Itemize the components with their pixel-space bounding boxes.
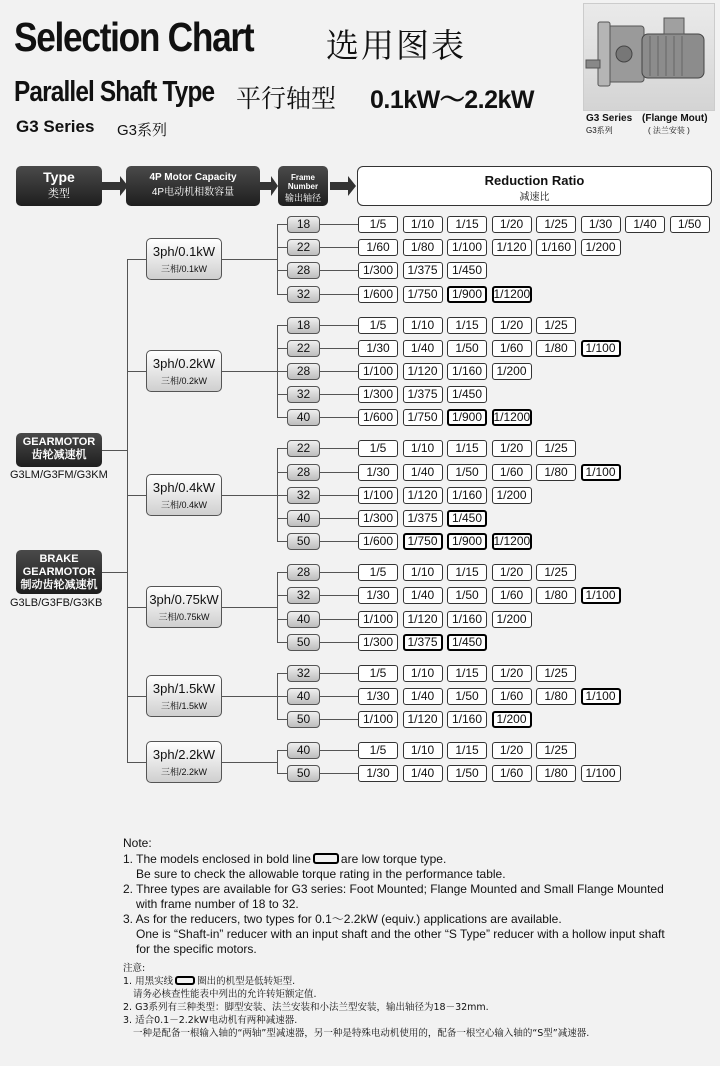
motor-capacity-cn: 三相/0.75kW bbox=[158, 612, 210, 622]
motor-capacity-en: 3ph/2.2kW bbox=[152, 746, 216, 762]
ratio-value: 1/25 bbox=[536, 564, 576, 581]
ratio-value: 1/50 bbox=[447, 688, 487, 705]
type-brake-line1: BRAKE bbox=[39, 553, 79, 565]
column-header-type-en: Type bbox=[43, 169, 75, 185]
ratio-value: 1/60 bbox=[492, 587, 532, 604]
connector-line bbox=[277, 448, 278, 541]
connector-line bbox=[320, 325, 358, 326]
connector-line bbox=[277, 750, 287, 751]
trunk-line bbox=[127, 259, 128, 762]
ratio-value: 1/30 bbox=[358, 464, 398, 481]
ratio-value: 1/25 bbox=[536, 665, 576, 682]
connector-line bbox=[320, 673, 358, 674]
notes-cn bbox=[123, 962, 717, 1040]
connector-line bbox=[277, 371, 287, 372]
connector-line bbox=[320, 394, 358, 395]
ratio-value: 1/30 bbox=[358, 688, 398, 705]
ratio-low-torque: 1/100 bbox=[581, 340, 621, 357]
motor-capacity-en: 3ph/0.2kW bbox=[152, 356, 216, 371]
ratio-value: 1/80 bbox=[536, 464, 576, 481]
connector-line bbox=[320, 773, 358, 774]
connector-line bbox=[320, 572, 358, 573]
column-header-frame-en: Frame Number bbox=[287, 173, 319, 191]
ratio-value: 1/120 bbox=[403, 363, 443, 380]
note-cn-1b: 圈出的机型是低转矩型. bbox=[197, 976, 296, 987]
ratio-value: 1/15 bbox=[447, 440, 487, 457]
ratio-value: 1/40 bbox=[403, 464, 443, 481]
connector-line bbox=[277, 719, 287, 720]
ratio-value: 1/30 bbox=[358, 765, 398, 782]
connector-line bbox=[127, 607, 146, 608]
ratio-value: 1/5 bbox=[358, 665, 398, 682]
ratio-value: 1/20 bbox=[492, 665, 532, 682]
frame-number: 32 bbox=[287, 286, 320, 303]
note-3b: One is “Shaft-in” reducer with an input shaft and the other “S Type” reducer with a hollow input shaft bbox=[136, 927, 665, 941]
connector-line bbox=[222, 762, 277, 763]
column-header-motor-cn: 4P电动机相数容量 bbox=[151, 187, 235, 198]
connector-line bbox=[102, 450, 127, 451]
ratio-value: 1/120 bbox=[403, 611, 443, 628]
ratio-value: 1/100 bbox=[358, 711, 398, 728]
ratio-low-torque: 1/375 bbox=[403, 634, 443, 651]
frame-number: 32 bbox=[287, 587, 320, 604]
ratio-value: 1/200 bbox=[492, 363, 532, 380]
column-header-motor bbox=[126, 166, 260, 206]
connector-line bbox=[277, 541, 287, 542]
ratio-value: 1/50 bbox=[447, 765, 487, 782]
notes-title: Note: bbox=[123, 836, 152, 850]
motor-capacity-cn: 三相/0.2kW bbox=[160, 376, 207, 386]
frame-number: 22 bbox=[287, 440, 320, 457]
note-3a: 3. As for the reducers, two types for 0.1～2.2kW (equiv.) applications are available. bbox=[123, 912, 562, 926]
ratio-value: 1/120 bbox=[403, 711, 443, 728]
ratio-value: 1/100 bbox=[358, 487, 398, 504]
ratio-low-torque: 1/900 bbox=[447, 409, 487, 426]
connector-line bbox=[277, 572, 278, 642]
connector-line bbox=[222, 495, 277, 496]
power-range: 0.1kW～2.2kW bbox=[370, 86, 535, 114]
note-cn-3a: 3. 适合0.1－2.2kW电动机有两种减速器. bbox=[123, 1015, 298, 1026]
column-header-type bbox=[16, 166, 102, 206]
frame-number: 18 bbox=[287, 317, 320, 334]
connector-line bbox=[222, 371, 277, 372]
ratio-value: 1/60 bbox=[492, 340, 532, 357]
connector-line bbox=[277, 247, 287, 248]
page-title: Selection Chart bbox=[14, 14, 254, 60]
ratio-value: 1/20 bbox=[492, 216, 532, 233]
connector-line bbox=[127, 371, 146, 372]
ratio-value: 1/300 bbox=[358, 510, 398, 527]
frame-number: 32 bbox=[287, 487, 320, 504]
ratio-value: 1/40 bbox=[403, 587, 443, 604]
note-cn-1c: 请务必核查性能表中列出的允许转矩额定值. bbox=[133, 989, 317, 1000]
ratio-value: 1/300 bbox=[358, 386, 398, 403]
ratio-value: 1/100 bbox=[358, 611, 398, 628]
motor-capacity-en: 3ph/1.5kW bbox=[152, 681, 216, 696]
ratio-value: 1/15 bbox=[447, 564, 487, 581]
connector-line bbox=[277, 294, 287, 295]
motor-capacity bbox=[146, 741, 222, 783]
ratio-value: 1/100 bbox=[447, 239, 487, 256]
ratio-value: 1/10 bbox=[403, 317, 443, 334]
gearmotor-illustration-icon bbox=[584, 4, 716, 112]
header-arrow-icon bbox=[102, 176, 128, 196]
ratio-value: 1/200 bbox=[492, 611, 532, 628]
connector-line bbox=[320, 696, 358, 697]
frame-number: 22 bbox=[287, 340, 320, 357]
ratio-low-torque: 1/450 bbox=[447, 510, 487, 527]
ratio-value: 1/15 bbox=[447, 216, 487, 233]
note-1a: 1. The models enclosed in bold line bbox=[123, 852, 311, 866]
note-1c: Be sure to check the allowable torque rating in the performance table. bbox=[136, 867, 506, 881]
ratio-value: 1/50 bbox=[447, 587, 487, 604]
bold-line-sample-icon bbox=[313, 853, 339, 864]
ratio-value: 1/15 bbox=[447, 665, 487, 682]
frame-number: 32 bbox=[287, 665, 320, 682]
connector-line bbox=[320, 541, 358, 542]
ratio-low-torque: 1/100 bbox=[581, 688, 621, 705]
frame-number: 40 bbox=[287, 742, 320, 759]
ratio-value: 1/10 bbox=[403, 216, 443, 233]
motor-capacity-en: 3ph/0.1kW bbox=[152, 243, 216, 259]
ratio-low-torque: 1/750 bbox=[403, 533, 443, 550]
ratio-value: 1/5 bbox=[358, 440, 398, 457]
ratio-value: 1/20 bbox=[492, 564, 532, 581]
ratio-value: 1/450 bbox=[447, 386, 487, 403]
connector-line bbox=[320, 270, 358, 271]
connector-line bbox=[320, 495, 358, 496]
note-1b: are low torque type. bbox=[340, 852, 447, 866]
type-brake-cn: 制动齿轮减速机 bbox=[20, 579, 98, 591]
frame-number: 40 bbox=[287, 611, 320, 628]
ratio-value: 1/600 bbox=[358, 286, 398, 303]
product-photo bbox=[583, 3, 715, 111]
ratio-value: 1/120 bbox=[403, 487, 443, 504]
connector-line bbox=[277, 270, 287, 271]
frame-number: 22 bbox=[287, 239, 320, 256]
connector-line bbox=[277, 673, 278, 719]
connector-line bbox=[320, 448, 358, 449]
connector-line bbox=[277, 750, 278, 773]
subtitle-cn: 平行轴型 bbox=[236, 84, 337, 113]
connector-line bbox=[277, 417, 287, 418]
column-header-frame-cn: 输出轴径 bbox=[284, 193, 321, 203]
ratio-value: 1/80 bbox=[536, 688, 576, 705]
ratio-value: 1/80 bbox=[403, 239, 443, 256]
type-gearmotor-models: G3LM/G3FM/G3KM bbox=[10, 469, 108, 481]
connector-line bbox=[277, 448, 287, 449]
ratio-value: 1/5 bbox=[358, 564, 398, 581]
ratio-low-torque: 1/900 bbox=[447, 533, 487, 550]
column-header-ratio bbox=[357, 166, 712, 206]
connector-line bbox=[320, 348, 358, 349]
ratio-value: 1/50 bbox=[670, 216, 710, 233]
type-gearmotor-en: GEARMOTOR bbox=[22, 436, 96, 448]
connector-line bbox=[320, 750, 358, 751]
ratio-value: 1/25 bbox=[536, 216, 576, 233]
ratio-value: 1/5 bbox=[358, 216, 398, 233]
frame-number: 50 bbox=[287, 533, 320, 550]
note-cn-2: 2. G3系列有三种类型：脚型安装、法兰安装和小法兰型安装，输出轴径为18－32mm. bbox=[123, 1002, 489, 1013]
connector-line bbox=[277, 472, 287, 473]
motor-capacity bbox=[146, 675, 222, 717]
frame-number: 40 bbox=[287, 688, 320, 705]
connector-line bbox=[277, 595, 287, 596]
motor-capacity-cn: 三相/1.5kW bbox=[160, 701, 207, 711]
connector-line bbox=[320, 472, 358, 473]
motor-capacity bbox=[146, 586, 222, 628]
frame-number: 18 bbox=[287, 216, 320, 233]
ratio-value: 1/60 bbox=[492, 464, 532, 481]
column-header-ratio-en: Reduction Ratio bbox=[484, 173, 585, 188]
connector-line bbox=[127, 259, 146, 260]
photo-caption-cn: G3系列 bbox=[586, 126, 613, 135]
ratio-low-torque: 1/900 bbox=[447, 286, 487, 303]
connector-line bbox=[222, 259, 277, 260]
ratio-low-torque: 1/1200 bbox=[493, 410, 531, 425]
frame-number: 28 bbox=[287, 564, 320, 581]
ratio-value: 1/60 bbox=[492, 688, 532, 705]
ratio-value: 1/5 bbox=[358, 317, 398, 334]
connector-line bbox=[277, 325, 287, 326]
ratio-value: 1/375 bbox=[403, 386, 443, 403]
ratio-value: 1/600 bbox=[358, 533, 398, 550]
connector-line bbox=[277, 572, 287, 573]
photo-caption-type: (Flange Mout) bbox=[642, 113, 708, 124]
connector-line bbox=[277, 673, 287, 674]
ratio-low-torque: 1/1200 bbox=[493, 286, 531, 301]
connector-line bbox=[277, 773, 287, 774]
frame-number: 28 bbox=[287, 363, 320, 380]
ratio-value: 1/25 bbox=[536, 317, 576, 334]
connector-line bbox=[320, 417, 358, 418]
type-brake-line2: GEARMOTOR bbox=[22, 566, 96, 578]
frame-number: 40 bbox=[287, 409, 320, 426]
ratio-value: 1/15 bbox=[447, 742, 487, 759]
connector-line bbox=[320, 224, 358, 225]
ratio-low-torque: 1/100 bbox=[581, 464, 621, 481]
frame-number: 28 bbox=[287, 262, 320, 279]
ratio-value: 1/30 bbox=[358, 340, 398, 357]
connector-line bbox=[222, 696, 277, 697]
ratio-value: 1/80 bbox=[536, 765, 576, 782]
ratio-value: 1/20 bbox=[492, 317, 532, 334]
ratio-value: 1/30 bbox=[581, 216, 621, 233]
ratio-low-torque: 1/100 bbox=[581, 587, 621, 604]
ratio-value: 1/30 bbox=[358, 587, 398, 604]
frame-number: 50 bbox=[287, 711, 320, 728]
header-arrow-icon bbox=[260, 176, 278, 196]
notes-en bbox=[123, 836, 717, 957]
frame-number: 50 bbox=[287, 765, 320, 782]
frame-number: 40 bbox=[287, 510, 320, 527]
type-brake-models: G3LB/G3FB/G3KB bbox=[10, 597, 103, 609]
series-label: G3 Series bbox=[16, 117, 95, 136]
ratio-value: 1/10 bbox=[403, 440, 443, 457]
ratio-value: 1/50 bbox=[447, 340, 487, 357]
ratio-value: 1/10 bbox=[403, 742, 443, 759]
ratio-value: 1/300 bbox=[358, 262, 398, 279]
photo-caption: G3 Series bbox=[586, 113, 633, 124]
ratio-value: 1/20 bbox=[492, 440, 532, 457]
connector-line bbox=[320, 595, 358, 596]
motor-capacity-cn: 三相/0.4kW bbox=[160, 499, 207, 510]
column-header-type-cn: 类型 bbox=[48, 188, 70, 200]
notes-cn-title: 注意: bbox=[123, 963, 146, 974]
ratio-value: 1/160 bbox=[447, 363, 487, 380]
ratio-value: 1/40 bbox=[403, 688, 443, 705]
column-header-frame bbox=[278, 166, 328, 206]
connector-line bbox=[320, 642, 358, 643]
note-cn-3b: 一种是配备一根输入轴的“两轴”型减速器，另一种是特殊电动机使用的，配备一根空心输入轴的“S型”减速器. bbox=[133, 1028, 590, 1039]
ratio-low-torque: 1/450 bbox=[447, 634, 487, 651]
connector-line bbox=[320, 247, 358, 248]
connector-line bbox=[127, 696, 146, 697]
motor-capacity bbox=[146, 474, 222, 516]
ratio-value: 1/160 bbox=[536, 239, 576, 256]
ratio-value: 1/160 bbox=[447, 487, 487, 504]
connector-line bbox=[320, 719, 358, 720]
connector-line bbox=[277, 619, 287, 620]
ratio-value: 1/100 bbox=[358, 363, 398, 380]
ratio-value: 1/10 bbox=[403, 564, 443, 581]
ratio-value: 1/750 bbox=[403, 409, 443, 426]
connector-line bbox=[277, 394, 287, 395]
note-3c: for the specific motors. bbox=[136, 942, 257, 956]
ratio-value: 1/60 bbox=[358, 239, 398, 256]
connector-line bbox=[277, 518, 287, 519]
ratio-value: 1/375 bbox=[403, 262, 443, 279]
connector-line bbox=[277, 642, 287, 643]
type-brake-gearmotor bbox=[16, 550, 102, 594]
ratio-value: 1/40 bbox=[403, 340, 443, 357]
type-gearmotor bbox=[16, 433, 102, 467]
photo-caption-type-cn: ( 法兰安装 ) bbox=[648, 126, 690, 135]
ratio-value: 1/25 bbox=[536, 742, 576, 759]
column-header-motor-en: 4P Motor Capacity bbox=[149, 172, 237, 183]
connector-line bbox=[277, 224, 278, 294]
ratio-value: 1/450 bbox=[447, 262, 487, 279]
connector-line bbox=[222, 607, 277, 608]
connector-line bbox=[277, 224, 287, 225]
note-2a: 2. Three types are available for G3 series: Foot Mounted; Flange Mounted and Small Flange Mounted bbox=[123, 882, 664, 896]
ratio-value: 1/375 bbox=[403, 510, 443, 527]
ratio-value: 1/200 bbox=[492, 487, 532, 504]
ratio-value: 1/750 bbox=[403, 286, 443, 303]
connector-line bbox=[277, 495, 287, 496]
connector-line bbox=[320, 518, 358, 519]
connector-line bbox=[127, 762, 146, 763]
motor-capacity-cn: 三相/0.1kW bbox=[160, 263, 207, 274]
ratio-value: 1/15 bbox=[447, 317, 487, 334]
subtitle: Parallel Shaft Type bbox=[14, 76, 215, 108]
note-2b: with frame number of 18 to 32. bbox=[136, 897, 299, 911]
series-label-cn: G3系列 bbox=[117, 122, 168, 139]
ratio-value: 1/600 bbox=[358, 409, 398, 426]
connector-line bbox=[277, 696, 287, 697]
connector-line bbox=[320, 619, 358, 620]
frame-number: 32 bbox=[287, 386, 320, 403]
connector-line bbox=[320, 294, 358, 295]
connector-line bbox=[127, 495, 146, 496]
header-arrow-icon bbox=[330, 176, 356, 196]
ratio-value: 1/25 bbox=[536, 440, 576, 457]
motor-capacity bbox=[146, 238, 222, 280]
connector-line bbox=[277, 348, 287, 349]
ratio-value: 1/300 bbox=[358, 634, 398, 651]
frame-number: 28 bbox=[287, 464, 320, 481]
frame-number: 50 bbox=[287, 634, 320, 651]
connector-line bbox=[277, 325, 278, 418]
ratio-value: 1/10 bbox=[403, 665, 443, 682]
ratio-value: 1/80 bbox=[536, 587, 576, 604]
ratio-value: 1/20 bbox=[492, 742, 532, 759]
column-header-ratio-cn: 减速比 bbox=[519, 192, 550, 203]
bold-line-sample-icon bbox=[175, 976, 195, 985]
ratio-low-torque: 1/200 bbox=[492, 711, 532, 728]
ratio-value: 1/40 bbox=[403, 765, 443, 782]
ratio-value: 1/60 bbox=[492, 765, 532, 782]
connector-line bbox=[320, 371, 358, 372]
motor-capacity-en: 3ph/0.75kW bbox=[149, 592, 219, 607]
motor-capacity-en: 3ph/0.4kW bbox=[152, 479, 216, 495]
ratio-value: 1/80 bbox=[536, 340, 576, 357]
ratio-value: 1/160 bbox=[447, 711, 487, 728]
ratio-value: 1/160 bbox=[447, 611, 487, 628]
ratio-low-torque: 1/1200 bbox=[493, 534, 531, 549]
ratio-value: 1/50 bbox=[447, 464, 487, 481]
ratio-value: 1/200 bbox=[581, 239, 621, 256]
ratio-value: 1/5 bbox=[358, 742, 398, 759]
page-title-cn: 选用图表 bbox=[326, 26, 466, 65]
ratio-value: 1/100 bbox=[581, 765, 621, 782]
motor-capacity bbox=[146, 350, 222, 392]
type-gearmotor-cn: 齿轮减速机 bbox=[31, 449, 87, 461]
note-cn-1a: 1. 用黑实线 bbox=[123, 976, 174, 987]
ratio-value: 1/40 bbox=[625, 216, 665, 233]
connector-line bbox=[102, 572, 127, 573]
motor-capacity-cn: 三相/2.2kW bbox=[160, 766, 207, 777]
ratio-value: 1/120 bbox=[492, 239, 532, 256]
